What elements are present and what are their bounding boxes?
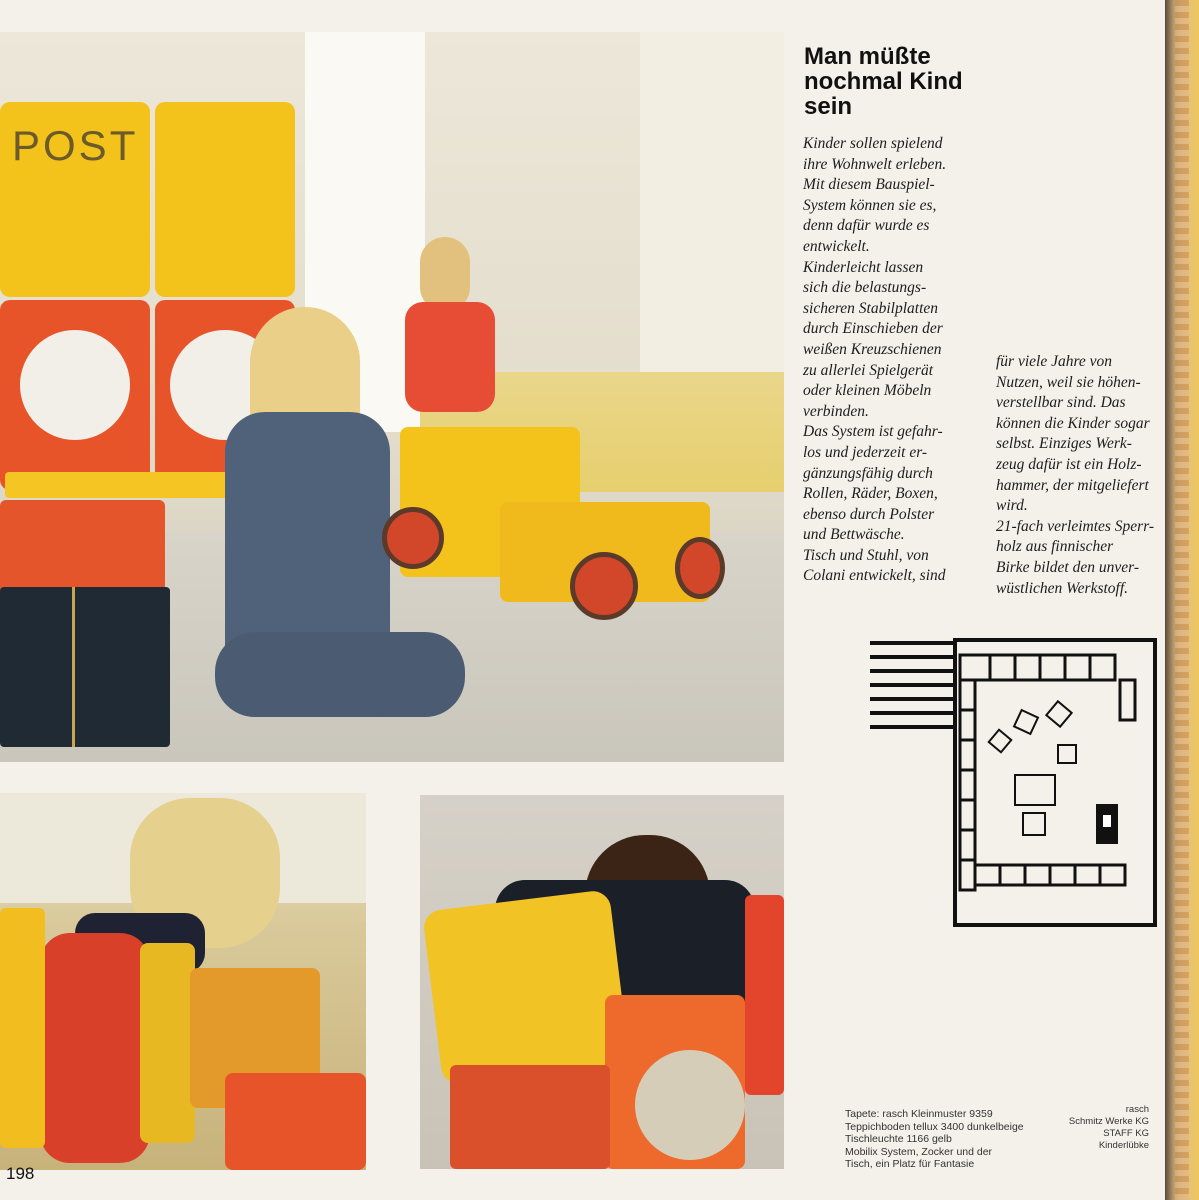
orange-panel xyxy=(0,300,150,490)
cart-wheel xyxy=(382,507,444,569)
window-wall xyxy=(640,32,784,392)
child-dungarees xyxy=(40,933,150,1163)
orange-panel xyxy=(225,1073,366,1170)
yellow-panel xyxy=(140,943,195,1143)
yellow-panel xyxy=(155,102,295,297)
headline: Man müßte nochmal Kind sein xyxy=(804,43,963,120)
cart-wheel xyxy=(675,537,725,599)
red-panel xyxy=(745,895,784,1095)
girl-head xyxy=(420,237,470,312)
photo-child-with-panels xyxy=(0,793,366,1170)
child-legs xyxy=(215,632,465,717)
orange-panel xyxy=(605,995,745,1169)
cart-wheel xyxy=(570,552,638,620)
credits-products: Tapete: rasch Kleinmuster 9359 Teppichboden tellux 3400 dunkelbeige Tischleuchte 1166 gelb Mobilix System, Zocker und der Tisch, ein Platz für Fantasie xyxy=(845,1108,1024,1170)
yellow-panel xyxy=(0,908,45,1148)
orange-panel xyxy=(450,1065,610,1169)
yellow-panel-held xyxy=(422,889,630,1086)
girl-dress xyxy=(405,302,495,412)
main-photo-children-playing xyxy=(0,32,784,762)
gift-box xyxy=(0,587,170,747)
floor-plan-walls xyxy=(870,640,1155,925)
book-gutter-next-page xyxy=(1165,0,1199,1200)
floor-plan-diagram xyxy=(865,635,1160,935)
page-number: 198 xyxy=(6,1164,35,1183)
counter-shelf xyxy=(5,472,245,498)
photo-child-holding-panel xyxy=(420,795,784,1169)
credits-manufacturers: rasch Schmitz Werke KG STAFF KG Kinderlübke xyxy=(1068,1104,1149,1151)
body-text-column-1: Kinder sollen spielend ihre Wohnwelt erleben. Mit diesem Bauspiel- System können sie es, denn dafür wurde es entwickelt. Kinderleicht lassen sich die belastungs- sicheren Stabilplatten durch Einschieben der weißen Kreuzschienen zu allerlei Spielgerät oder kleinen Möbeln verbinden. Das System ist gefahr- los und jederzeit er- gänzungsfähig durch Rollen, Räder, Boxen, ebenso durch Polster und Bettwäsche. Tisch und Stuhl, von Colani entwickelt, sind xyxy=(803,135,947,585)
post-sign: POST xyxy=(12,122,139,169)
body-text-column-2: für viele Jahre von Nutzen, weil sie höhen- verstellbar sind. Das können die Kinder sogar selbst. Einziges Werk- zeug dafür ist ein Holz- hammer, der mitgeliefert wird. 21-fach verleimtes Sperr- holz aus finnischer Birke bildet den unver- wüstlichen Werkstoff. xyxy=(996,353,1155,597)
